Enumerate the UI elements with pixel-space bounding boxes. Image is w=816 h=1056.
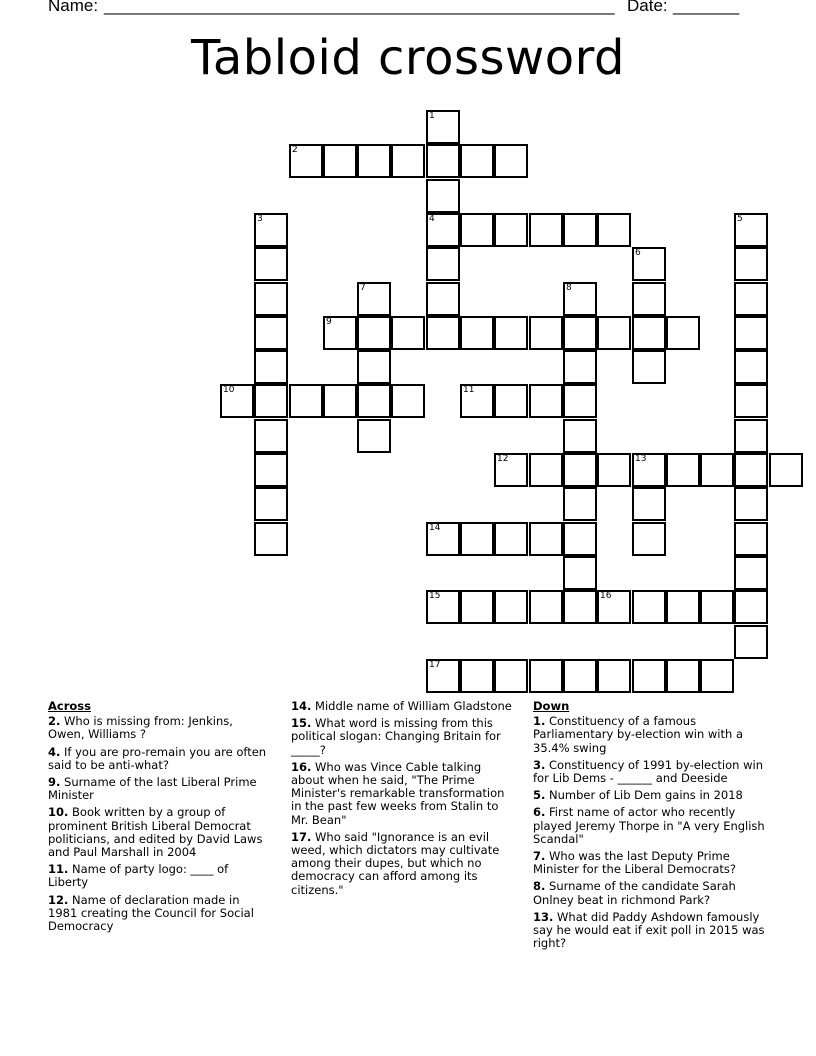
- clue-number: 12: [497, 454, 509, 464]
- grid-cell[interactable]: [254, 419, 288, 453]
- grid-cell[interactable]: [357, 384, 391, 418]
- grid-cell[interactable]: [323, 144, 357, 178]
- grid-cell[interactable]: [529, 453, 563, 487]
- clue-number: 13: [635, 454, 647, 464]
- grid-cell[interactable]: [460, 590, 494, 624]
- grid-cell[interactable]: [494, 316, 528, 350]
- grid-cell[interactable]: [597, 590, 631, 624]
- grid-cell[interactable]: [494, 590, 528, 624]
- grid-cell[interactable]: [632, 316, 666, 350]
- across-clues-column-2: [291, 700, 513, 901]
- down-clue: [533, 759, 765, 785]
- down-clue: [533, 880, 765, 906]
- clue-number: 9.: [48, 775, 61, 790]
- down-heading: Down: [533, 699, 570, 713]
- clue-number: 2.: [48, 714, 61, 729]
- grid-cell[interactable]: [254, 487, 288, 521]
- clue-number: 7.: [533, 849, 546, 864]
- grid-cell[interactable]: [769, 453, 803, 487]
- name-field[interactable]: ______________________________________________________: [104, 0, 615, 15]
- grid-cell[interactable]: [734, 487, 768, 521]
- grid-cell[interactable]: [426, 316, 460, 350]
- down-clue: [533, 806, 765, 846]
- clue-number: 17: [429, 660, 441, 670]
- grid-cell[interactable]: [254, 522, 288, 556]
- grid-cell[interactable]: [734, 625, 768, 659]
- grid-cell[interactable]: [529, 316, 563, 350]
- clue-number: 3.: [533, 757, 546, 772]
- clue-number: 10.: [48, 805, 69, 820]
- grid-cell[interactable]: [597, 659, 631, 693]
- grid-cell[interactable]: [494, 213, 528, 247]
- clue-number: 8: [566, 283, 572, 293]
- grid-cell[interactable]: [254, 350, 288, 384]
- grid-cell[interactable]: [460, 144, 494, 178]
- grid-cell[interactable]: [426, 247, 460, 281]
- grid-cell[interactable]: [323, 316, 357, 350]
- grid-cell[interactable]: [254, 213, 288, 247]
- grid-cell[interactable]: [734, 556, 768, 590]
- grid-cell[interactable]: [254, 453, 288, 487]
- clue-number: 16: [600, 591, 612, 601]
- grid-cell[interactable]: [563, 590, 597, 624]
- down-clue: [533, 715, 765, 755]
- clue-text: Who said "Ignorance is an evil weed, which dictators may cultivate among their dupes, but which no democracy can afford among its citizens.": [291, 829, 500, 897]
- grid-cell[interactable]: [426, 590, 460, 624]
- grid-cell[interactable]: [632, 282, 666, 316]
- grid-cell[interactable]: [357, 350, 391, 384]
- grid-cell[interactable]: [494, 384, 528, 418]
- clue-text: Constituency of a famous Parliamentary by-election win with a 35.4% swing: [533, 714, 743, 755]
- clue-number: 15.: [291, 716, 312, 731]
- grid-cell[interactable]: [563, 419, 597, 453]
- across-clue: [291, 717, 513, 757]
- clue-number: 14: [429, 523, 441, 533]
- date-label: Date:: [627, 0, 668, 15]
- grid-cell[interactable]: [563, 316, 597, 350]
- clue-text: Who was Vince Cable talking about when he said, "The Prime Minister's remarkable transformation in the past few weeks from Stalin to Mr. Bean": [291, 759, 505, 827]
- across-clue: [48, 776, 270, 802]
- grid-cell[interactable]: [460, 384, 494, 418]
- clue-number: 3: [257, 214, 263, 224]
- clue-text: Number of Lib Dem gains in 2018: [545, 788, 743, 803]
- down-clue: [533, 850, 765, 876]
- grid-cell[interactable]: [632, 659, 666, 693]
- grid-cell[interactable]: [254, 247, 288, 281]
- grid-cell[interactable]: [391, 316, 425, 350]
- grid-cell[interactable]: [563, 522, 597, 556]
- clue-number: 14.: [291, 699, 312, 713]
- grid-cell[interactable]: [289, 144, 323, 178]
- clue-number: 15: [429, 591, 441, 601]
- across-clue: [48, 863, 270, 889]
- grid-cell[interactable]: [666, 659, 700, 693]
- across-clue: [291, 700, 513, 713]
- grid-cell[interactable]: [734, 247, 768, 281]
- grid-cell[interactable]: [323, 384, 357, 418]
- grid-cell[interactable]: [391, 384, 425, 418]
- grid-cell[interactable]: [254, 316, 288, 350]
- grid-cell[interactable]: [357, 282, 391, 316]
- grid-cell[interactable]: [529, 522, 563, 556]
- grid-cell[interactable]: [254, 282, 288, 316]
- clue-number: 12.: [48, 892, 69, 907]
- clue-number: 1.: [533, 714, 546, 729]
- grid-cell[interactable]: [632, 522, 666, 556]
- grid-cell[interactable]: [734, 316, 768, 350]
- grid-cell[interactable]: [426, 522, 460, 556]
- grid-cell[interactable]: [460, 659, 494, 693]
- grid-cell[interactable]: [529, 659, 563, 693]
- grid-cell[interactable]: [632, 453, 666, 487]
- grid-cell[interactable]: [494, 522, 528, 556]
- grid-cell[interactable]: [734, 419, 768, 453]
- down-clue: [533, 789, 765, 802]
- clue-text: Middle name of William Gladstone: [311, 699, 512, 713]
- grid-cell[interactable]: [460, 316, 494, 350]
- clue-text: Who was the last Deputy Prime Minister for the Liberal Democrats?: [533, 849, 737, 877]
- clue-number: 11.: [48, 862, 69, 877]
- grid-cell[interactable]: [289, 384, 323, 418]
- grid-cell[interactable]: [529, 384, 563, 418]
- grid-cell[interactable]: [563, 487, 597, 521]
- clue-number: 10: [223, 385, 235, 395]
- clue-number: 16.: [291, 759, 312, 774]
- clue-text: What did Paddy Ashdown famously say he would eat if exit poll in 2015 was right?: [533, 909, 765, 951]
- grid-cell[interactable]: [700, 659, 734, 693]
- grid-cell[interactable]: [220, 384, 254, 418]
- grid-cell[interactable]: [391, 144, 425, 178]
- grid-cell[interactable]: [597, 213, 631, 247]
- clue-text: If you are pro-remain you are often said to be anti-what?: [48, 744, 267, 772]
- clue-number: 8.: [533, 879, 546, 894]
- clue-number: 6.: [533, 805, 546, 820]
- clue-text: Name of party logo: ____ of Liberty: [48, 862, 229, 890]
- clue-number: 13.: [533, 909, 554, 924]
- grid-cell[interactable]: [734, 384, 768, 418]
- across-clue: [48, 806, 270, 859]
- clue-text: Surname of the candidate Sarah Onlney beat in richmond Park?: [533, 879, 736, 907]
- grid-cell[interactable]: [632, 590, 666, 624]
- grid-cell[interactable]: [597, 453, 631, 487]
- grid-cell[interactable]: [426, 213, 460, 247]
- grid-cell[interactable]: [563, 282, 597, 316]
- grid-cell[interactable]: [357, 144, 391, 178]
- grid-cell[interactable]: [426, 144, 460, 178]
- clue-text: Name of declaration made in 1981 creating the Council for Social Democracy: [48, 892, 254, 934]
- grid-cell[interactable]: [460, 213, 494, 247]
- grid-cell[interactable]: [426, 659, 460, 693]
- grid-cell[interactable]: [563, 556, 597, 590]
- grid-cell[interactable]: [563, 350, 597, 384]
- grid-cell[interactable]: [494, 453, 528, 487]
- clue-text: Constituency of 1991 by-election win for Lib Dems - ______ and Deeside: [533, 757, 763, 786]
- grid-cell[interactable]: [529, 213, 563, 247]
- across-clue: [48, 894, 270, 934]
- clue-text: Book written by a group of prominent British Liberal Democrat politicians, and edited by David Laws and Paul Marshall in 2004: [48, 805, 263, 860]
- across-clues-column-1: [48, 700, 270, 937]
- grid-cell[interactable]: [632, 487, 666, 521]
- grid-cell[interactable]: [734, 453, 768, 487]
- grid-cell[interactable]: [700, 590, 734, 624]
- grid-cell[interactable]: [632, 350, 666, 384]
- across-clue: [291, 761, 513, 827]
- grid-cell[interactable]: [666, 453, 700, 487]
- grid-cell[interactable]: [357, 419, 391, 453]
- clue-number: 5: [737, 214, 743, 224]
- grid-cell[interactable]: [734, 282, 768, 316]
- clue-number: 9: [326, 317, 332, 327]
- clue-text: Who is missing from: Jenkins, Owen, Williams ?: [48, 714, 233, 742]
- grid-cell[interactable]: [632, 247, 666, 281]
- clue-number: 4: [429, 214, 435, 224]
- grid-cell[interactable]: [666, 590, 700, 624]
- page-title: Tabloid crossword: [191, 30, 625, 86]
- across-clue: [48, 746, 270, 772]
- clue-number: 6: [635, 248, 641, 258]
- grid-cell[interactable]: [597, 316, 631, 350]
- clue-number: 17.: [291, 829, 312, 844]
- grid-cell[interactable]: [666, 316, 700, 350]
- grid-cell[interactable]: [529, 590, 563, 624]
- grid-cell[interactable]: [563, 659, 597, 693]
- down-clue: [533, 911, 765, 951]
- name-label: Name:: [48, 0, 99, 15]
- clue-number: 11: [463, 385, 475, 395]
- across-clue: [48, 715, 270, 741]
- clue-number: 5.: [533, 788, 546, 803]
- grid-cell[interactable]: [494, 659, 528, 693]
- date-field[interactable]: _______: [673, 0, 740, 15]
- grid-cell[interactable]: [460, 522, 494, 556]
- grid-cell[interactable]: [426, 110, 460, 144]
- down-clues-column: [533, 700, 765, 954]
- grid-cell[interactable]: [734, 350, 768, 384]
- grid-cell[interactable]: [494, 144, 528, 178]
- grid-cell[interactable]: [426, 179, 460, 213]
- across-heading: Across: [48, 699, 91, 713]
- clue-text: Surname of the last Liberal Prime Minister: [48, 775, 257, 803]
- grid-cell[interactable]: [734, 522, 768, 556]
- across-clue: [291, 831, 513, 897]
- clue-number: 4.: [48, 744, 61, 759]
- grid-cell[interactable]: [563, 384, 597, 418]
- grid-cell[interactable]: [357, 316, 391, 350]
- clue-text: First name of actor who recently played Jeremy Thorpe in "A very English Scandal": [533, 805, 765, 846]
- grid-cell[interactable]: [563, 453, 597, 487]
- grid-cell[interactable]: [700, 453, 734, 487]
- grid-cell[interactable]: [563, 213, 597, 247]
- clue-text: What word is missing from this political slogan: Changing Britain for _____?: [291, 716, 501, 757]
- clue-number: 7: [360, 283, 366, 293]
- grid-cell[interactable]: [254, 384, 288, 418]
- clue-number: 1: [429, 111, 435, 121]
- grid-cell[interactable]: [426, 282, 460, 316]
- grid-cell[interactable]: [734, 590, 768, 624]
- clue-number: 2: [292, 145, 298, 155]
- grid-cell[interactable]: [734, 213, 768, 247]
